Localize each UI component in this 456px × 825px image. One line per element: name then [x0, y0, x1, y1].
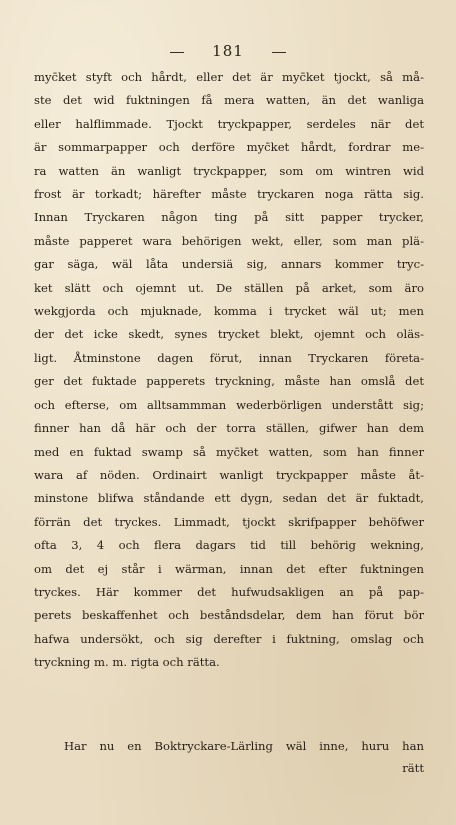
- header-dash-left: [170, 52, 184, 53]
- text-line: wekgjorda och mjuknade, komma i trycket wäl ut; men: [34, 304, 424, 319]
- page-number: 181: [212, 42, 244, 60]
- text-line: perets beskaffenhet och beståndsdelar, dem han förut bör: [34, 608, 424, 623]
- text-line: ofta 3, 4 och flera dagars tid till behörig wekning,: [34, 538, 424, 553]
- text-line: och efterse, om alltsammman wederbörligen understått sig;: [34, 397, 424, 412]
- header-dash-right: [272, 52, 286, 53]
- text-line: ra watten än wanligt tryckpapper, som om wintren wid: [34, 163, 424, 178]
- text-line: hafwa undersökt, och sig derefter i fuktning, omslag och: [34, 631, 424, 646]
- text-line-last: tryckning m. m. rigta och rätta.: [34, 655, 220, 670]
- text-line: tryckes. Här kommer det hufwudsakligen an på pap-: [34, 584, 424, 599]
- text-line: gar säga, wäl låta undersiä sig, annars kommer tryc-: [34, 257, 424, 272]
- text-line: Innan Tryckaren någon ting på sitt papper trycker,: [34, 210, 424, 225]
- text-line: måste papperet wara behörigen wekt, eller, som man plä-: [34, 233, 424, 248]
- text-line: ger det fuktade papperets tryckning, måste han omslå det: [34, 374, 424, 389]
- text-line: ket slätt och ojemnt ut. De ställen på arket, som äro: [34, 280, 424, 295]
- text-line: frost är torkadt; härefter måste tryckaren noga rätta sig.: [34, 187, 424, 202]
- text-line: der det icke skedt, synes trycket blekt, ojemnt och oläs-: [34, 327, 424, 342]
- text-line: ste det wid fuktningen få mera watten, än det wanliga: [34, 93, 424, 108]
- catchword: rätt: [402, 761, 424, 775]
- text-line: finner han då här och der torra ställen, gifwer han dem: [34, 421, 424, 436]
- text-line: förrän det tryckes. Limmadt, tjockt skrifpapper behöfwer: [34, 514, 424, 529]
- text-line: wara af nöden. Ordinairt wanligt tryckpapper måste åt-: [34, 467, 424, 482]
- text-line: med en fuktad swamp så myc̄ket watten, som han finner: [34, 444, 424, 459]
- text-line: är sommarpapper och derföre myc̄ket hårdt, fordrar me-: [34, 140, 424, 155]
- text-line: minstone blifwa ståndande ett dygn, sedan det är fuktadt,: [34, 491, 424, 506]
- text-line: ligt. Åtminstone dagen förut, innan Tryckaren företa-: [34, 350, 424, 365]
- text-line: eller halflimmade. Tjockt tryckpapper, serdeles när det: [34, 116, 424, 131]
- paragraph-body: [34, 66, 424, 675]
- closing-line: Har nu en Boktryckare-Lärling wäl inne, huru han: [64, 739, 424, 753]
- text-line: om det ej står i wärman, innan det efter fuktningen: [34, 561, 424, 576]
- text-line: myc̄ket styft och hårdt, eller det är myc̄ket tjockt, så må-: [34, 70, 424, 84]
- next-paragraph: [34, 735, 424, 758]
- page-header: [0, 42, 456, 60]
